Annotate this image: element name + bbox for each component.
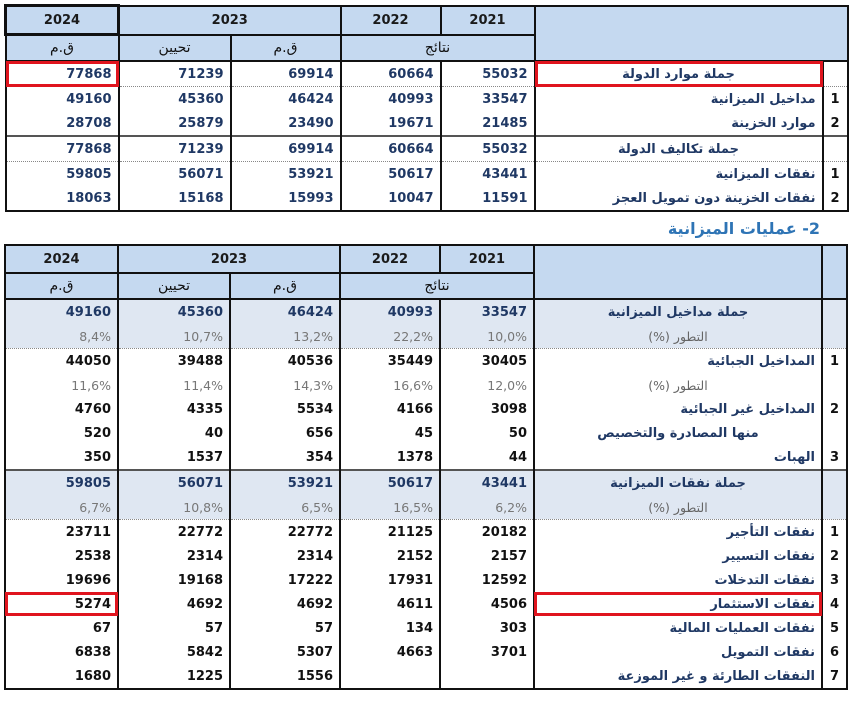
value-cell-2023a: 19168 bbox=[118, 568, 230, 592]
table-row bbox=[6, 162, 848, 187]
value-cell-2021: 43441 bbox=[440, 470, 534, 495]
value-cell-2022: 134 bbox=[340, 616, 440, 640]
row-index: 1 bbox=[822, 520, 847, 545]
year-2021-header: 2021 bbox=[441, 6, 535, 35]
year-2022-header: 2022 bbox=[341, 6, 441, 35]
value-cell-2024: 6,7% bbox=[5, 495, 118, 520]
row-label: نفقات التسيير bbox=[534, 544, 822, 568]
value-cell-2023a: 56071 bbox=[119, 162, 231, 187]
value-cell-2023a: 45360 bbox=[118, 299, 230, 324]
row-label: منها المصادرة والتخصيص bbox=[534, 421, 822, 445]
table-row bbox=[6, 136, 848, 162]
value-cell-2022: 16,5% bbox=[340, 495, 440, 520]
value-cell-2023b: 46424 bbox=[230, 299, 340, 324]
value-cell-2021: 50 bbox=[440, 421, 534, 445]
value-cell-2023a: 57 bbox=[118, 616, 230, 640]
value-cell-2021: 33547 bbox=[440, 299, 534, 324]
value-cell-2024: 350 bbox=[5, 445, 118, 470]
value-cell-2023b: 15993 bbox=[231, 186, 341, 211]
subheader-2023-revised: تحيين bbox=[118, 273, 230, 299]
value-cell-2022 bbox=[340, 664, 440, 689]
value-cell-2022: 19671 bbox=[341, 111, 441, 136]
value-cell-2024: 67 bbox=[5, 616, 118, 640]
budget-operations-table bbox=[4, 244, 848, 690]
row-label: جملة نفقات الميزانية bbox=[534, 470, 822, 495]
value-cell-2023a: 39488 bbox=[118, 349, 230, 374]
value-cell-2023b: 57 bbox=[230, 616, 340, 640]
value-cell-2023b: 14,3% bbox=[230, 373, 340, 397]
table-row bbox=[5, 640, 847, 664]
value-cell-2024: 44050 bbox=[5, 349, 118, 374]
value-cell-2022: 40993 bbox=[341, 87, 441, 112]
value-cell-2023b: 69914 bbox=[231, 61, 341, 87]
value-cell-2024: 1680 bbox=[5, 664, 118, 689]
value-cell-2021: 11591 bbox=[441, 186, 535, 211]
year-2024-header: 2024 bbox=[5, 245, 118, 273]
value-cell-2023a: 25879 bbox=[119, 111, 231, 136]
value-cell-2023b: 656 bbox=[230, 421, 340, 445]
value-cell-2021: 55032 bbox=[441, 61, 535, 87]
value-cell-2023b: 6,5% bbox=[230, 495, 340, 520]
value-cell-2023b: 5307 bbox=[230, 640, 340, 664]
table-row bbox=[5, 544, 847, 568]
value-cell-2024: 4760 bbox=[5, 397, 118, 421]
row-label: النفقات الطارئة و غير الموزعة bbox=[534, 664, 822, 689]
section-title-budget-operations: 2- عمليات الميزانية bbox=[667, 219, 820, 238]
value-cell-2022: 2152 bbox=[340, 544, 440, 568]
value-cell-2023b: 53921 bbox=[230, 470, 340, 495]
row-label: التطور (%) bbox=[534, 373, 822, 397]
table-row bbox=[5, 397, 847, 421]
row-index: 6 bbox=[822, 640, 847, 664]
value-cell-2024: 11,6% bbox=[5, 373, 118, 397]
row-label: مداخيل الميزانية bbox=[535, 87, 823, 112]
row-label: نفقات الاستثمار bbox=[534, 592, 822, 616]
row-index bbox=[822, 373, 847, 397]
value-cell-2023a: 56071 bbox=[118, 470, 230, 495]
table-row bbox=[5, 445, 847, 470]
label-header bbox=[535, 6, 848, 62]
value-cell-2024: 28708 bbox=[6, 111, 119, 136]
value-cell-2022: 10047 bbox=[341, 186, 441, 211]
value-cell-2024: 49160 bbox=[6, 87, 119, 112]
year-2021-header: 2021 bbox=[440, 245, 534, 273]
value-cell-2021: 10,0% bbox=[440, 324, 534, 349]
year-2023-header: 2023 bbox=[119, 6, 341, 35]
value-cell-2023a: 2314 bbox=[118, 544, 230, 568]
value-cell-2021: 3098 bbox=[440, 397, 534, 421]
row-label: جملة تكاليف الدولة bbox=[535, 136, 823, 162]
value-cell-2023b: 46424 bbox=[231, 87, 341, 112]
value-cell-2022: 60664 bbox=[341, 136, 441, 162]
value-cell-2023b: 17222 bbox=[230, 568, 340, 592]
value-cell-2023b: 2314 bbox=[230, 544, 340, 568]
value-cell-2021: 12,0% bbox=[440, 373, 534, 397]
value-cell-2022: 50617 bbox=[340, 470, 440, 495]
subheader-2024-budget: ق.م bbox=[5, 273, 118, 299]
row-index: 4 bbox=[822, 592, 847, 616]
value-cell-2024: 49160 bbox=[5, 299, 118, 324]
value-cell-2024: 6838 bbox=[5, 640, 118, 664]
value-cell-2023b: 22772 bbox=[230, 520, 340, 545]
value-cell-2021: 44 bbox=[440, 445, 534, 470]
value-cell-2021: 55032 bbox=[441, 136, 535, 162]
value-cell-2021: 20182 bbox=[440, 520, 534, 545]
row-index bbox=[822, 495, 847, 520]
value-cell-2021: 43441 bbox=[441, 162, 535, 187]
row-index: 1 bbox=[823, 87, 848, 112]
value-cell-2023a: 22772 bbox=[118, 520, 230, 545]
value-cell-2021: 30405 bbox=[440, 349, 534, 374]
value-cell-2023b: 1556 bbox=[230, 664, 340, 689]
table-row bbox=[5, 592, 847, 616]
row-label: المداخيل غير الجبائية bbox=[534, 397, 822, 421]
value-cell-2023a: 11,4% bbox=[118, 373, 230, 397]
row-label: التطور (%) bbox=[534, 324, 822, 349]
row-index: 3 bbox=[822, 568, 847, 592]
table-row bbox=[5, 324, 847, 349]
table-row bbox=[5, 520, 847, 545]
value-cell-2024: 2538 bbox=[5, 544, 118, 568]
year-2024-header: 2024 bbox=[6, 6, 119, 35]
value-cell-2023b: 5534 bbox=[230, 397, 340, 421]
value-cell-2021: 6,2% bbox=[440, 495, 534, 520]
value-cell-2022: 22,2% bbox=[340, 324, 440, 349]
value-cell-2023a: 1537 bbox=[118, 445, 230, 470]
value-cell-2022: 17931 bbox=[340, 568, 440, 592]
value-cell-2022: 1378 bbox=[340, 445, 440, 470]
value-cell-2023a: 5842 bbox=[118, 640, 230, 664]
value-cell-2023a: 15168 bbox=[119, 186, 231, 211]
year-2023-header: 2023 bbox=[118, 245, 340, 273]
table-row bbox=[6, 111, 848, 136]
row-label: نفقات العمليات المالية bbox=[534, 616, 822, 640]
table-row bbox=[5, 373, 847, 397]
table-row bbox=[6, 87, 848, 112]
row-label: نفقات التدخلات bbox=[534, 568, 822, 592]
year-2022-header: 2022 bbox=[340, 245, 440, 273]
value-cell-2023a: 4692 bbox=[118, 592, 230, 616]
value-cell-2022: 40993 bbox=[340, 299, 440, 324]
table-row bbox=[6, 61, 848, 87]
value-cell-2023b: 53921 bbox=[231, 162, 341, 187]
table-row bbox=[5, 616, 847, 640]
table-row bbox=[6, 186, 848, 211]
value-cell-2023b: 354 bbox=[230, 445, 340, 470]
value-cell-2023a: 71239 bbox=[119, 136, 231, 162]
row-index: 5 bbox=[822, 616, 847, 640]
value-cell-2021: 303 bbox=[440, 616, 534, 640]
value-cell-2021 bbox=[440, 664, 534, 689]
row-index bbox=[822, 299, 847, 324]
row-index bbox=[822, 470, 847, 495]
value-cell-2023b: 13,2% bbox=[230, 324, 340, 349]
value-cell-2022: 4611 bbox=[340, 592, 440, 616]
value-cell-2021: 2157 bbox=[440, 544, 534, 568]
value-cell-2022: 4166 bbox=[340, 397, 440, 421]
row-index: 2 bbox=[822, 397, 847, 421]
row-index: 2 bbox=[823, 186, 848, 211]
value-cell-2023a: 10,8% bbox=[118, 495, 230, 520]
subheader-2024-budget: ق.م bbox=[6, 35, 119, 62]
value-cell-2024: 77868 bbox=[6, 136, 119, 162]
value-cell-2022: 60664 bbox=[341, 61, 441, 87]
subheader-results: نتائج bbox=[340, 273, 534, 299]
value-cell-2022: 35449 bbox=[340, 349, 440, 374]
row-label: التطور (%) bbox=[534, 495, 822, 520]
value-cell-2024: 19696 bbox=[5, 568, 118, 592]
value-cell-2024: 59805 bbox=[5, 470, 118, 495]
value-cell-2024: 59805 bbox=[6, 162, 119, 187]
row-index: 1 bbox=[822, 349, 847, 374]
value-cell-2023b: 69914 bbox=[231, 136, 341, 162]
value-cell-2021: 21485 bbox=[441, 111, 535, 136]
row-index bbox=[823, 61, 848, 87]
label-header bbox=[534, 245, 822, 299]
state-resources-table bbox=[4, 4, 849, 212]
value-cell-2024: 18063 bbox=[6, 186, 119, 211]
row-label: نفقات الميزانية bbox=[535, 162, 823, 187]
subheader-2023-revised: تحيين bbox=[119, 35, 231, 62]
subheader-2023-budget: ق.م bbox=[231, 35, 341, 62]
value-cell-2021: 12592 bbox=[440, 568, 534, 592]
value-cell-2024: 8,4% bbox=[5, 324, 118, 349]
table-row bbox=[5, 470, 847, 495]
row-label: نفقات التأجير bbox=[534, 520, 822, 545]
value-cell-2023b: 23490 bbox=[231, 111, 341, 136]
row-index: 7 bbox=[822, 664, 847, 689]
value-cell-2022: 16,6% bbox=[340, 373, 440, 397]
value-cell-2023a: 10,7% bbox=[118, 324, 230, 349]
row-index: 1 bbox=[823, 162, 848, 187]
row-index bbox=[823, 136, 848, 162]
index-header bbox=[822, 245, 847, 299]
value-cell-2023a: 4335 bbox=[118, 397, 230, 421]
value-cell-2021: 4506 bbox=[440, 592, 534, 616]
value-cell-2023a: 40 bbox=[118, 421, 230, 445]
row-index: 2 bbox=[823, 111, 848, 136]
table-row bbox=[5, 299, 847, 324]
row-label: موارد الخزينة bbox=[535, 111, 823, 136]
row-index: 2 bbox=[822, 544, 847, 568]
table-row bbox=[5, 568, 847, 592]
table-row bbox=[5, 349, 847, 374]
subheader-2023-budget: ق.م bbox=[230, 273, 340, 299]
row-label: نفقات الخزينة دون تمويل العجز bbox=[535, 186, 823, 211]
value-cell-2024: 77868 bbox=[6, 61, 119, 87]
value-cell-2021: 33547 bbox=[441, 87, 535, 112]
value-cell-2023a: 71239 bbox=[119, 61, 231, 87]
row-label: جملة موارد الدولة bbox=[535, 61, 823, 87]
value-cell-2024: 520 bbox=[5, 421, 118, 445]
value-cell-2023b: 4692 bbox=[230, 592, 340, 616]
value-cell-2023a: 1225 bbox=[118, 664, 230, 689]
value-cell-2024: 23711 bbox=[5, 520, 118, 545]
row-index bbox=[822, 324, 847, 349]
value-cell-2021: 3701 bbox=[440, 640, 534, 664]
row-label: المداخيل الجبائية bbox=[534, 349, 822, 374]
row-label: نفقات التمويل bbox=[534, 640, 822, 664]
value-cell-2022: 4663 bbox=[340, 640, 440, 664]
row-label: جملة مداخيل الميزانية bbox=[534, 299, 822, 324]
value-cell-2022: 50617 bbox=[341, 162, 441, 187]
value-cell-2022: 45 bbox=[340, 421, 440, 445]
row-label: الهبات bbox=[534, 445, 822, 470]
row-index bbox=[822, 421, 847, 445]
value-cell-2024: 5274 bbox=[5, 592, 118, 616]
table-row bbox=[5, 664, 847, 689]
subheader-results: نتائج bbox=[341, 35, 535, 62]
value-cell-2022: 21125 bbox=[340, 520, 440, 545]
value-cell-2023a: 45360 bbox=[119, 87, 231, 112]
table-row bbox=[5, 421, 847, 445]
table-row bbox=[5, 495, 847, 520]
row-index: 3 bbox=[822, 445, 847, 470]
value-cell-2023b: 40536 bbox=[230, 349, 340, 374]
